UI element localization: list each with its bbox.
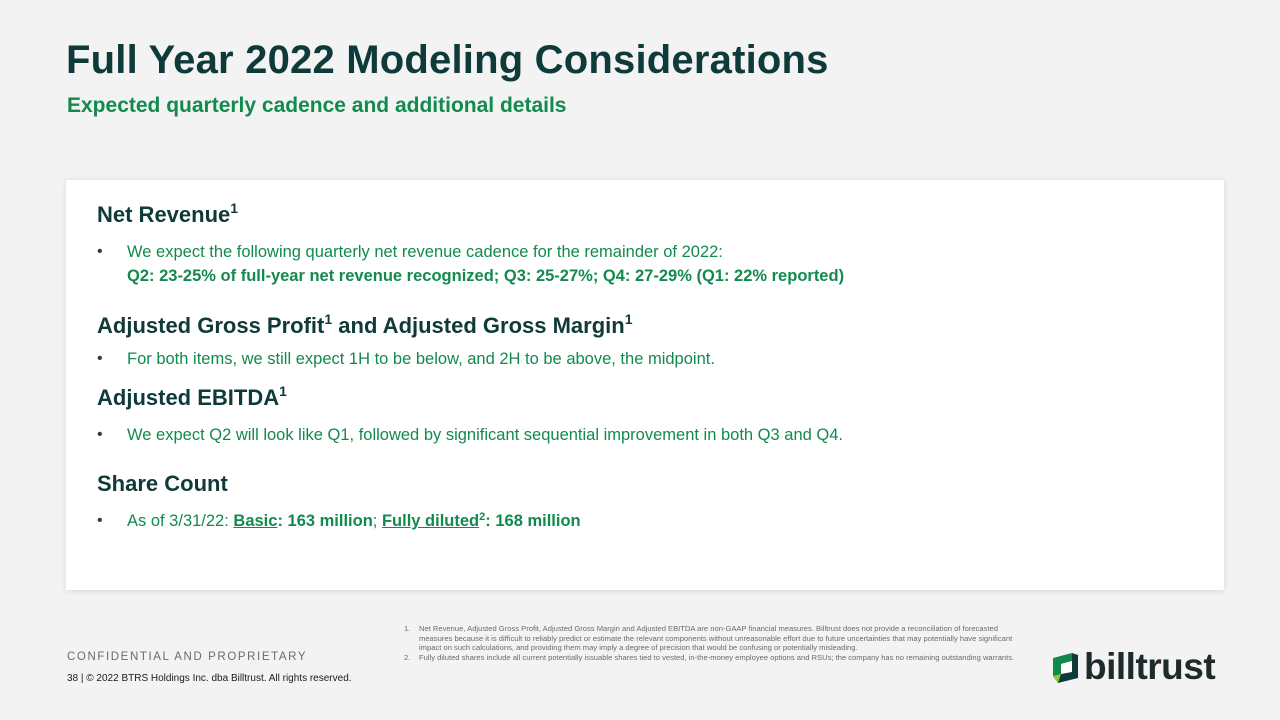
- net-revenue-bullet-text: We expect the following quarterly net revenue cadence for the remainder of 2022:: [127, 243, 723, 261]
- net-revenue-heading: Net Revenue$^1$: [97, 200, 239, 227]
- footnote-2: 2. Fully diluted shares include all current potentially issuable shares tied to vested, in-the-money employee options and RSUs; the company has no remaining outstanding warrants.: [404, 652, 1015, 662]
- ebitda-heading: Adjusted EBITDA$^1$: [97, 383, 287, 410]
- ebitda-bullet: [97, 423, 1207, 447]
- page-subtitle: Expected quarterly cadence and additional details: [67, 94, 567, 117]
- net-revenue-bullet: [97, 240, 1207, 288]
- ebitda-bullet-text: We expect Q2 will look like Q1, followed by significant sequential improvement in both Q3 and Q4.: [127, 426, 843, 444]
- footnote-ref: 1: [230, 200, 239, 216]
- footnote-ref: 2: [479, 511, 486, 523]
- bullet-icon: •: [97, 350, 103, 367]
- bullet-icon: •: [97, 243, 103, 260]
- gross-profit-bullet: [97, 347, 1207, 371]
- share-count-bullet: • As of 3/31/22: Basic: 163 million; Fully diluted$^2$: 168 million: [97, 509, 1207, 533]
- basic-value: : 163 million: [277, 512, 373, 530]
- section-net-revenue: [97, 202, 1207, 288]
- footnote-ref: 1: [624, 311, 633, 327]
- copyright-text: 38 | © 2022 BTRS Holdings Inc. dba Billtrust. All rights reserved.: [67, 673, 352, 684]
- billtrust-logo: [1050, 648, 1226, 688]
- footnote-1: 1. Net Revenue, Adjusted Gross Profit, Adjusted Gross Margin and Adjusted EBITDA are non-GAAP financial measures. Billtrust does not provide a reconciliation of forecasted measures because it is difficult to reliably predict or estimate the relevant components without unreasonable effort due to future uncertainties that may potentially have significant impact on such calculations, and providing them may imply a degree of precision that would be confusing or potentially misleading.: [404, 624, 1013, 653]
- content-card: [66, 180, 1224, 590]
- footnote-ref: 1: [279, 383, 287, 399]
- basic-label: Basic: [233, 512, 278, 530]
- gross-profit-bullet-text: For both items, we still expect 1H to be below, and 2H to be above, the midpoint.: [127, 350, 715, 368]
- gross-profit-heading: Adjusted Gross Profit$^1$ and Adjusted Gross Margin$^1$: [97, 311, 633, 338]
- section-share-count: [97, 471, 1207, 533]
- section-gross-profit: [97, 313, 1207, 371]
- confidential-label: CONFIDENTIAL AND PROPRIETARY: [67, 651, 308, 663]
- section-ebitda: [97, 385, 1207, 447]
- bullet-icon: •: [97, 512, 103, 529]
- diluted-value: : 168 million: [485, 512, 581, 530]
- billtrust-logo-icon: [1050, 652, 1080, 684]
- bullet-icon: •: [97, 426, 103, 443]
- footnotes: [404, 624, 1016, 662]
- billtrust-wordmark: billtrust: [1084, 646, 1216, 687]
- share-count-heading: Share Count: [97, 471, 228, 496]
- page-title: Full Year 2022 Modeling Considerations: [66, 38, 829, 82]
- footnote-ref: 1: [324, 311, 333, 327]
- net-revenue-cadence: Q2: 23-25% of full-year net revenue recognized; Q3: 25-27%; Q4: 27-29% (Q1: 22% reported): [127, 267, 845, 285]
- diluted-label: Fully diluted: [381, 512, 480, 530]
